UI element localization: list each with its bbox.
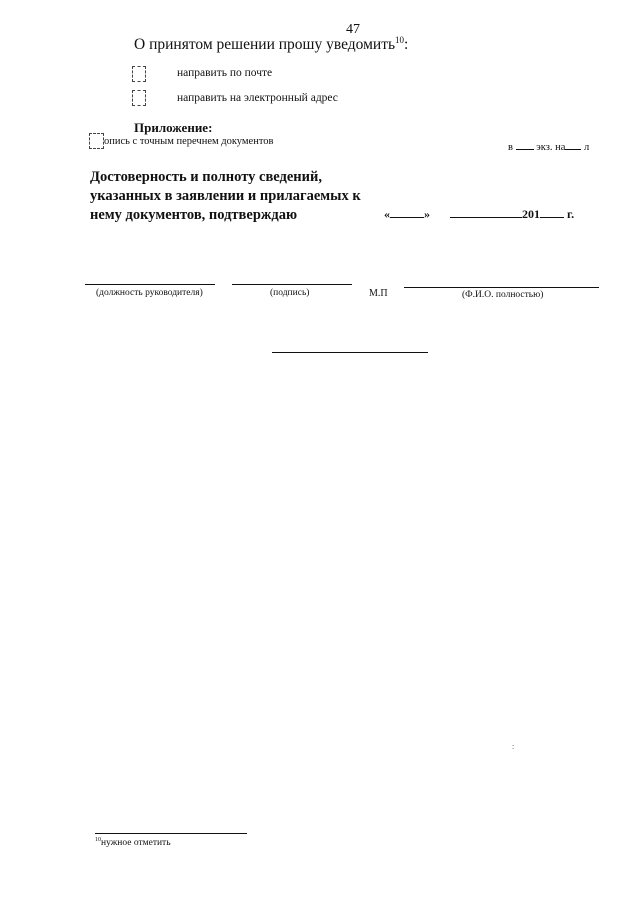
position-label: (должность руководителя) — [96, 288, 203, 298]
month-blank[interactable] — [450, 207, 522, 218]
name-label: (Ф.И.О. полностью) — [462, 290, 544, 300]
email-checkbox[interactable] — [132, 90, 146, 106]
notify-title-text: О принятом решении прошу уведомить — [134, 36, 396, 53]
year-blank[interactable] — [540, 207, 564, 218]
stamp-label: М.П — [369, 288, 388, 299]
name-line[interactable] — [404, 287, 599, 288]
mail-checkbox[interactable] — [132, 66, 146, 82]
year-suffix: г. — [567, 207, 575, 221]
attachment-copies — [508, 139, 589, 153]
signature-line[interactable] — [232, 284, 352, 285]
page-number: 47 — [346, 22, 360, 37]
day-blank[interactable] — [390, 207, 424, 218]
attachment-checkbox[interactable] — [89, 133, 104, 149]
footnote-ref: 10 — [395, 34, 405, 45]
notify-colon: : — [404, 36, 409, 53]
copies-suffix: л — [584, 142, 590, 153]
attachment-item-label: опись с точным перечнем документов — [104, 136, 274, 147]
date-line — [384, 207, 574, 222]
position-line[interactable] — [85, 284, 215, 285]
copies-prefix: в — [508, 142, 513, 153]
sheets-count-blank[interactable] — [565, 139, 581, 150]
page-speck: : — [512, 742, 515, 751]
email-option-label: направить на электронный адрес — [177, 92, 338, 104]
year-prefix: 201 — [522, 207, 540, 221]
mail-option-label: направить по почте — [177, 67, 273, 79]
copies-mid: экз. на — [536, 142, 566, 153]
date-close-quote: » — [424, 207, 430, 221]
attachment-title: Приложение: — [134, 120, 213, 135]
footnote — [95, 838, 171, 848]
date-open-quote: « — [384, 207, 390, 221]
certification-text: Достоверность и полноту сведений, указанных в заявлении и прилагаемых к нему документов, подтверждаю — [90, 169, 361, 223]
signature-label: (подпись) — [270, 288, 310, 298]
footnote-number: 10 — [95, 836, 101, 843]
footnote-text: нужное отметить — [101, 838, 171, 848]
footnote-separator — [95, 833, 247, 834]
notify-title — [134, 36, 408, 54]
copies-count-blank[interactable] — [516, 139, 534, 150]
separator-line — [272, 352, 428, 353]
